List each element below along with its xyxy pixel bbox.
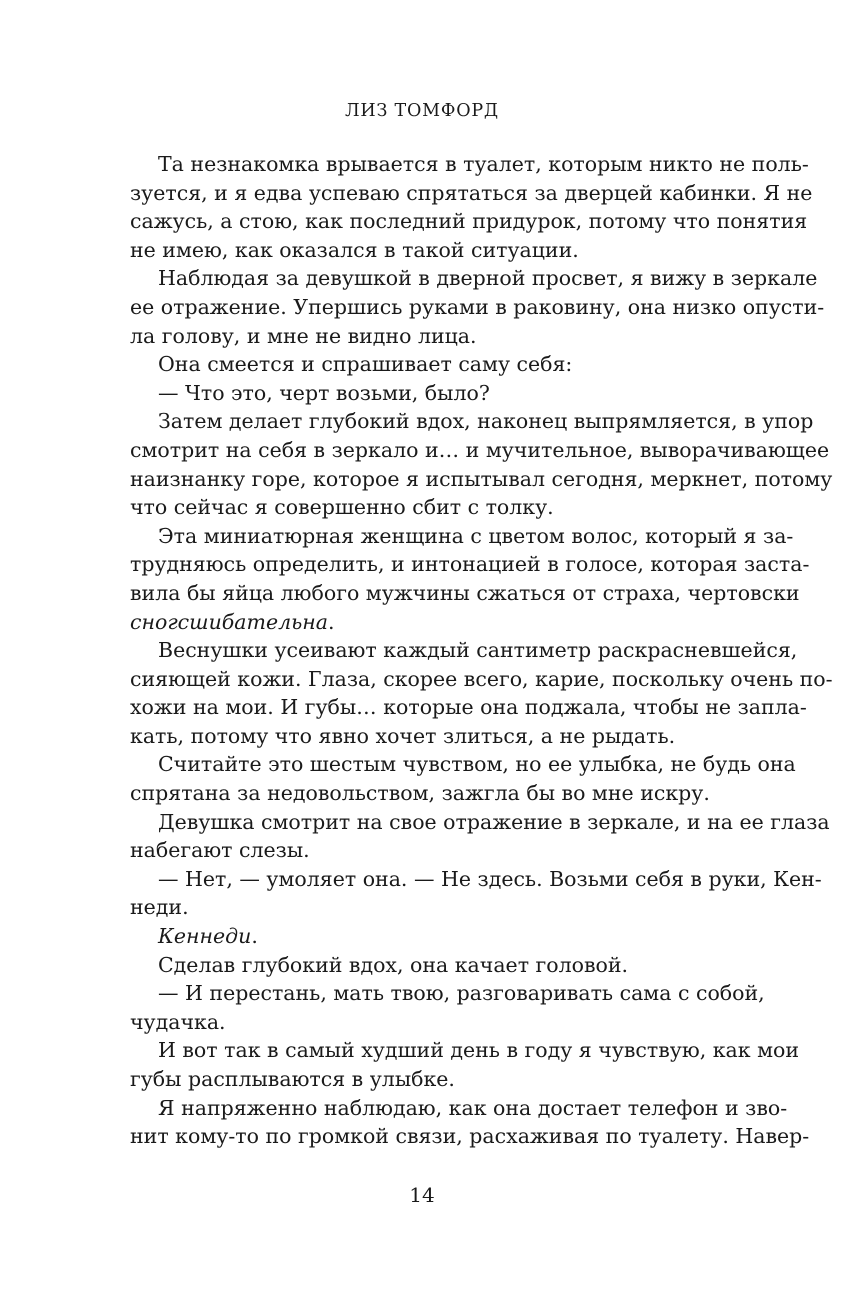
text-line <box>130 922 756 951</box>
text-line <box>130 350 756 379</box>
body-text <box>130 150 833 1151</box>
page-number: 14 <box>409 1183 435 1207</box>
text-line <box>130 893 756 922</box>
text-segment: Девушка смотрит на свое отражение в зеркале, и на ее глаза <box>158 809 830 834</box>
text-line <box>130 636 798 665</box>
text-line <box>130 1122 810 1151</box>
text-segment: — И перестань, мать твою, разговаривать сама с собой, <box>158 981 765 1006</box>
text-line <box>130 236 756 265</box>
text-line <box>130 179 813 208</box>
text-segment: ее отражение. Упершись руками в раковину, она низко опусти- <box>130 294 825 319</box>
text-line <box>130 1094 788 1123</box>
text-segment: трудняюсь определить, и интонацией в голосе, которая застa- <box>130 552 810 577</box>
text-line <box>130 722 756 751</box>
text-segment: ла голову, и мне не видно лица. <box>130 323 477 348</box>
text-line <box>130 979 765 1008</box>
text-segment: наизнанку горе, которое я испытывал сегодня, меркнет, потому <box>130 466 833 491</box>
text-line <box>130 264 818 293</box>
text-segment: губы расплываются в улыбке. <box>130 1067 455 1091</box>
text-segment: — Нет, — умоляет она. — Не здесь. Возьми себя в руки, Кен- <box>158 866 822 891</box>
text-line <box>130 436 830 465</box>
text-line <box>130 808 830 837</box>
text-segment: — Что это, черт возьми, было? <box>158 380 490 405</box>
text-segment: набегают слезы. <box>130 838 310 863</box>
text-line <box>130 951 756 980</box>
text-line <box>130 522 794 551</box>
text-segment: И вот так в самый худший день в году я чувствую, как мои <box>158 1038 800 1063</box>
text-line <box>130 322 756 351</box>
text-line <box>130 150 809 179</box>
text-segment: . <box>251 924 258 949</box>
text-segment: хожи на мои. И губы… которые она поджала, чтобы не запла- <box>130 695 807 720</box>
text-segment: неди. <box>130 895 189 920</box>
text-segment: Затем делает глубокий вдох, наконец выпрямляется, в упор <box>158 409 814 434</box>
text-segment: сажусь, а стою, как последний придурок, потому что понятия <box>130 209 808 234</box>
text-segment: чудачка. <box>130 1009 226 1034</box>
text-segment: сияющей кожи. Глаза, скорее всего, карие, поскольку очень по- <box>130 666 833 691</box>
text-segment: спрятана за недовольством, зажгла бы во мне искру. <box>130 781 710 806</box>
text-line <box>130 608 756 637</box>
text-line <box>130 493 756 522</box>
text-segment: что сейчас я совершенно сбит с толку. <box>130 495 554 520</box>
text-line <box>130 836 756 865</box>
text-segment: . <box>328 609 335 634</box>
text-line <box>130 1036 800 1065</box>
text-line <box>130 379 756 408</box>
italic-text: сногсшибательна <box>130 609 329 634</box>
text-segment: Та незнакомка врывается в туалет, которым никто не поль- <box>158 152 809 176</box>
text-segment: Она смеется и спрашивает саму себя: <box>158 352 573 377</box>
text-line <box>130 579 800 608</box>
text-line <box>130 750 796 779</box>
text-segment: зуется, и я едва успеваю спрятаться за дверцей кабинки. Я не <box>130 180 813 205</box>
text-line <box>130 865 822 894</box>
text-segment: Эта миниатюрная женщина с цветом волос, который я за- <box>158 523 794 548</box>
running-head: ЛИЗ ТОМФОРД <box>345 101 499 121</box>
text-line <box>130 207 808 236</box>
text-segment: кать, потому что явно хочет злиться, а не рыдать. <box>130 723 676 748</box>
text-line <box>130 693 807 722</box>
text-segment: не имею, как оказался в такой ситуации. <box>130 237 579 262</box>
text-segment: смотрит на себя в зеркало и… и мучительное, выворачивающее <box>130 437 830 462</box>
text-line <box>130 1065 756 1094</box>
text-line <box>130 779 756 808</box>
text-segment: Сделав глубокий вдох, она качает головой. <box>158 952 629 977</box>
text-segment: нит кому-то по громкой связи, расхаживая по туалету. Навер- <box>130 1124 810 1149</box>
text-line <box>130 1008 756 1037</box>
text-segment: Наблюдая за девушкой в дверной просвет, я вижу в зеркале <box>158 266 818 291</box>
text-segment: Веснушки усеивают каждый сантиметр раскрасневшейся, <box>158 638 798 663</box>
text-line <box>130 465 833 494</box>
text-line <box>130 293 825 322</box>
text-segment: Я напряженно наблюдаю, как она достает телефон и зво- <box>158 1095 788 1120</box>
text-line <box>130 550 810 579</box>
italic-text: Кеннеди <box>158 924 252 949</box>
text-line <box>130 665 833 694</box>
text-segment: Считайте это шестым чувством, но ее улыбка, не будь она <box>158 752 796 777</box>
text-segment: вила бы яйца любого мужчины сжаться от страха, чертовски <box>130 580 800 605</box>
text-line <box>130 407 814 436</box>
